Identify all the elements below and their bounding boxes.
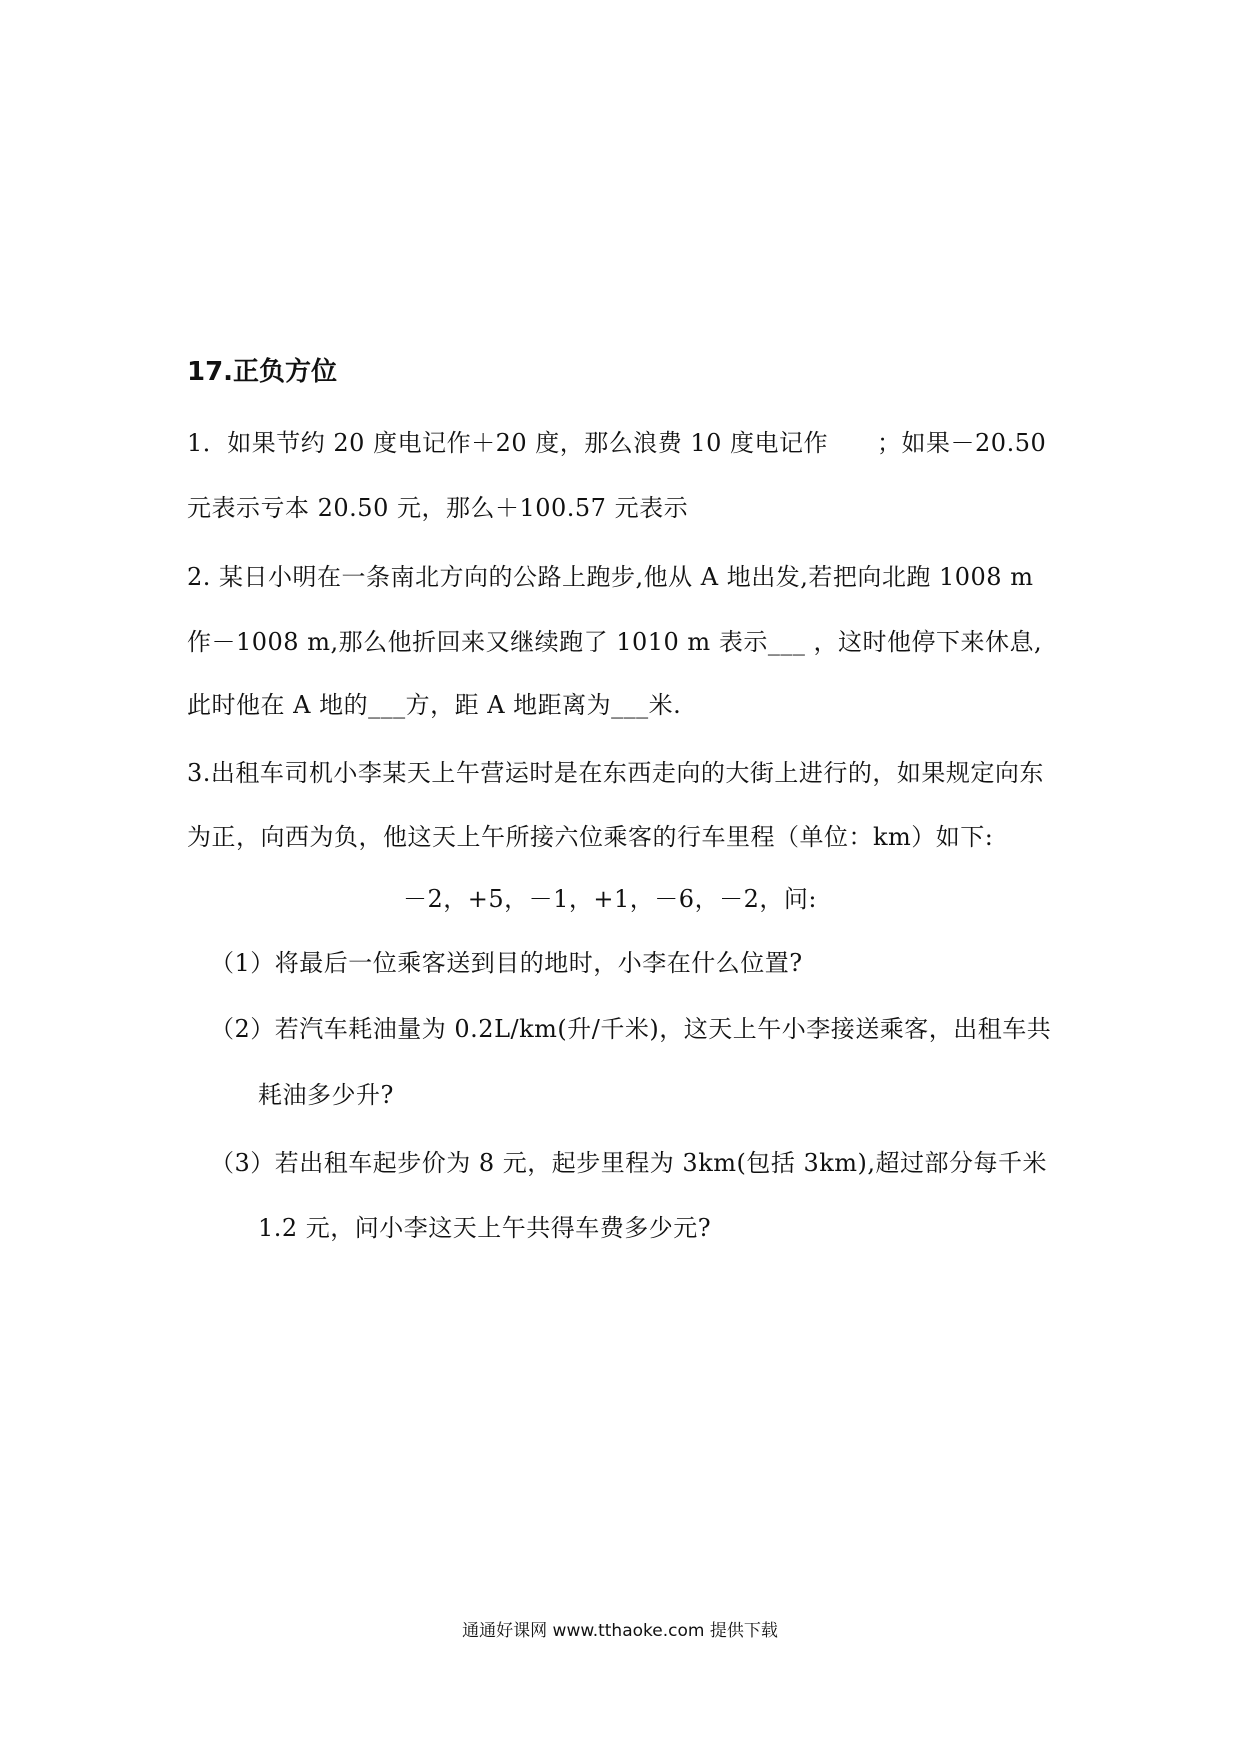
subquestion-1: （1）将最后一位乘客送到目的地时，小李在什么位置? (210, 949, 803, 977)
footer-download-notice: 通通好课网 www.tthaoke.com 提供下载 (462, 1621, 778, 1641)
question-3-line-1: 3.出租车司机小李某天上午营运时是在东西走向的大街上进行的，如果规定向东 (187, 759, 1044, 787)
question-2-line-1: 2. 某日小明在一条南北方向的公路上跑步,他从 A 地出发,若把向北跑 1008 m (187, 563, 1034, 591)
mileage-list: －2，+5，－1，+1，－6，－2，问: (403, 885, 817, 913)
section-title: 17.正负方位 (187, 357, 338, 387)
subquestion-2-line-1: （2）若汽车耗油量为 0.2L/km(升/千米)，这天上午小李接送乘客，出租车共 (210, 1015, 1052, 1043)
question-1-line-2: 元表示亏本 20.50 元，那么＋100.57 元表示 (187, 494, 689, 522)
subquestion-2-line-2: 耗油多少升? (258, 1081, 394, 1109)
question-2-line-3: 此时他在 A 地的___方，距 A 地距离为___米. (187, 691, 682, 719)
question-2-line-2: 作－1008 m,那么他折回来又继续跑了 1010 m 表示___ ，这时他停下来休息, (187, 628, 1043, 656)
question-1-line-1: 1．如果节约 20 度电记作＋20 度，那么浪费 10 度电记作 ；如果－20.50 (187, 429, 1047, 457)
question-3-line-2: 为正，向西为负，他这天上午所接六位乘客的行车里程（单位：km）如下: (187, 823, 994, 851)
subquestion-3-line-2: 1.2 元，问小李这天上午共得车费多少元? (258, 1214, 712, 1242)
subquestion-3-line-1: （3）若出租车起步价为 8 元，起步里程为 3km(包括 3km),超过部分每千米 (210, 1149, 1048, 1177)
